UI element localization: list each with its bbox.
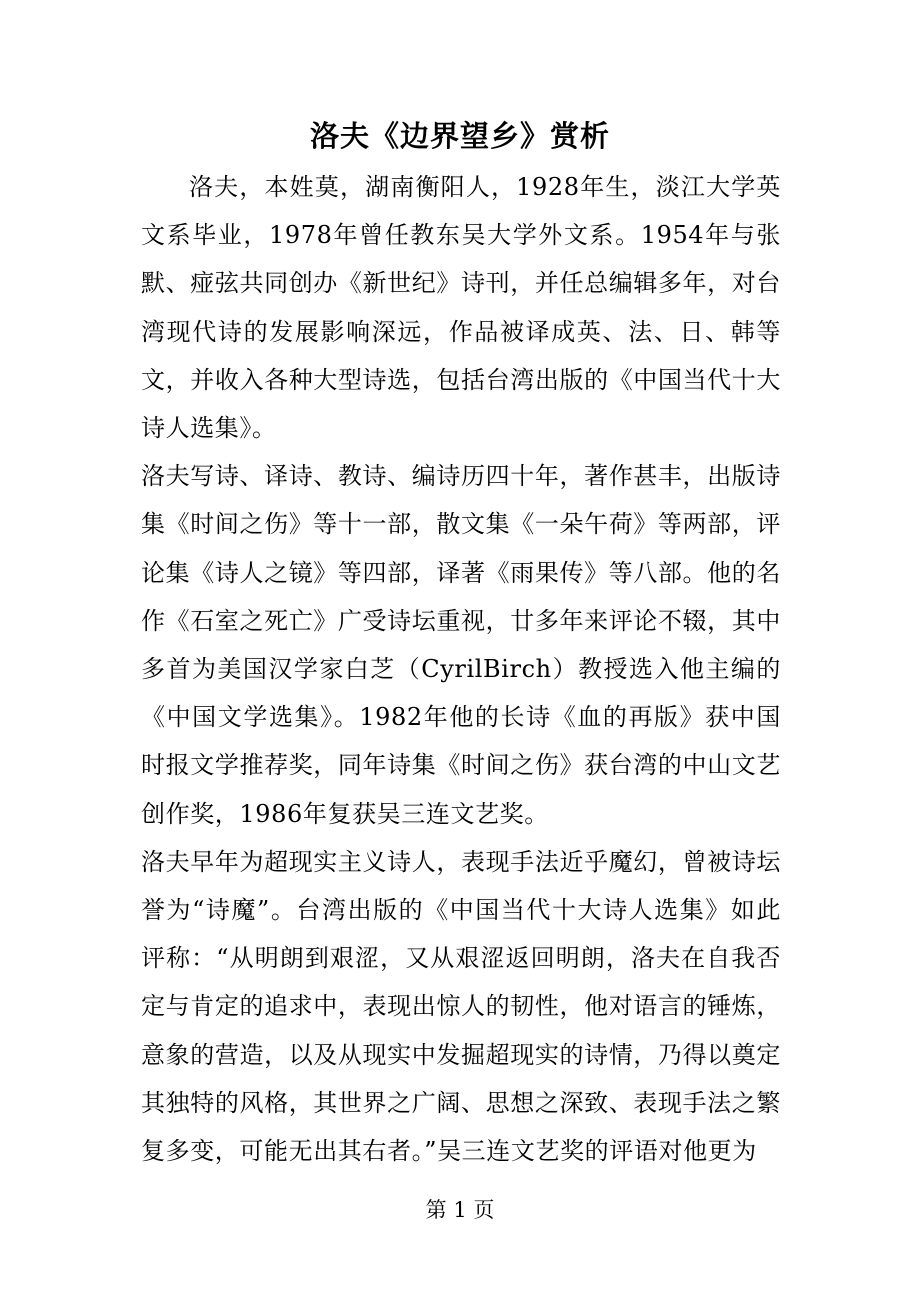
document-body xyxy=(141,163,781,1175)
paragraph-intro: 洛夫，本姓莫，湖南衡阳人，1928年生，淡江大学英文系毕业，1978年曾任教东吴大学外文系。1954年与张默、痖弦共同创办《新世纪》诗刊，并任总编辑多年，对台湾现代诗的发展影响深远，作品被译成英、法、日、韩等文，并收入各种大型诗选，包括台湾出版的《中国当代十大诗人选集》。 xyxy=(141,173,781,443)
page-number: 第 1 页 xyxy=(425,1198,495,1222)
document-title: 洛夫《边界望乡》赏析 xyxy=(309,119,610,153)
paragraph-works: 洛夫写诗、译诗、教诗、编诗历四十年，著作甚丰，出版诗集《时间之伤》等十一部，散文集《一朵午荷》等两部，评论集《诗人之镜》等四部，译著《雨果传》等八部。他的名作《石室之死亡》广受诗坛重视，廿多年来评论不辍，其中多首为美国汉学家白芝（CyrilBirch）教授选入他主编的《中国文学选集》。1982年他的长诗《血的再版》获中国时报文学推荐奖，同年诗集《时间之伤》获台湾的中山文艺创作奖，1986年复获吴三连文艺奖。 xyxy=(141,462,781,828)
paragraph-style: 洛夫早年为超现实主义诗人，表现手法近乎魔幻，曾被诗坛誉为“诗魔”。台湾出版的《中国当代十大诗人选集》如此评称：“从明朗到艰涩，又从艰涩返回明朗，洛夫在自我否定与肯定的追求中，表现出惊人的韧性，他对语言的锤炼，意象的营造，以及从现实中发掘超现实的诗情，乃得以奠定其独特的风格，其世界之广阔、思想之深致、表现手法之繁复多变，可能无出其右者。”吴三连文艺奖的评语对他更为 xyxy=(141,847,781,1166)
